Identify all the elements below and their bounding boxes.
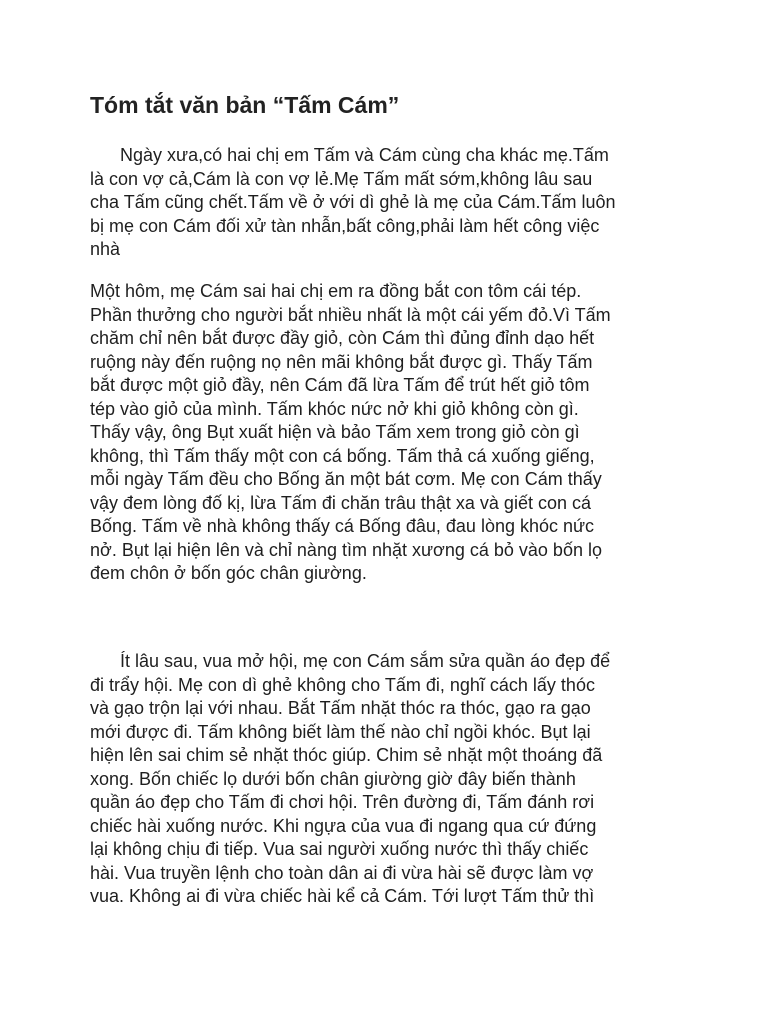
text-line: đem chôn ở bốn góc chân giường.	[90, 563, 367, 583]
paragraph-3	[90, 650, 690, 909]
text-line: nhà	[90, 239, 121, 259]
text-line: cha Tấm cũng chết.Tấm về ở với dì ghẻ là mẹ của Cám.Tấm luôn	[90, 192, 616, 212]
document-title: Tóm tắt văn bản “Tấm Cám”	[90, 92, 400, 118]
text-line: Một hôm, mẹ Cám sai hai chị em ra đồng bắt con tôm cái tép.	[90, 281, 582, 301]
text-line: quần áo đẹp cho Tấm đi chơi hội. Trên đường đi, Tấm đánh rơi	[90, 792, 595, 812]
text-line: Ít lâu sau, vua mở hội, mẹ con Cám sắm sửa quần áo đẹp để	[120, 651, 611, 671]
text-line: tép vào giỏ của mình. Tấm khóc nức nở khi giỏ không còn gì.	[90, 398, 579, 419]
text-line: bị mẹ con Cám đối xử tàn nhẫn,bất công,phải làm hết công việc	[90, 215, 600, 236]
text-line: nở. Bụt lại hiện lên và chỉ nàng tìm nhặt xương cá bỏ vào bốn lọ	[90, 539, 602, 560]
text-line: lại không chịu đi tiếp. Vua sai người xuống nước thì thấy chiếc	[90, 839, 589, 859]
text-line: hiện lên sai chim sẻ nhặt thóc giúp. Chim sẻ nhặt một thoáng đã	[90, 745, 603, 765]
text-line: đi trẩy hội. Mẹ con dì ghẻ không cho Tấm đi, nghĩ cách lấy thóc	[90, 674, 595, 695]
text-line: là con vợ cả,Cám là con vợ lẻ.Mẹ Tấm mất sớm,không lâu sau	[90, 168, 593, 189]
text-line: và gạo trộn lại với nhau. Bắt Tấm nhặt thóc ra thóc, gạo ra gạo	[90, 698, 591, 718]
text-line: hài. Vua truyền lệnh cho toàn dân ai đi vừa hài sẽ được làm vợ	[90, 862, 594, 883]
paragraph-1	[90, 144, 690, 262]
text-line: mỗi ngày Tấm đều cho Bống ăn một bát cơm. Mẹ con Cám thấy	[90, 469, 602, 489]
text-line: Ngày xưa,có hai chị em Tấm và Cám cùng cha khác mẹ.Tấm	[120, 145, 609, 165]
text-line: chăm chỉ nên bắt được đầy giỏ, còn Cám thì đủng đỉnh dạo hết	[90, 328, 595, 348]
text-line: Phần thưởng cho người bắt nhiều nhất là một cái yếm đỏ.Vì Tấm	[90, 304, 611, 325]
text-line: vua. Không ai đi vừa chiếc hài kể cả Cám. Tới lượt Tấm thử thì	[90, 886, 595, 906]
text-line: vậy đem lòng đố kị, lừa Tấm đi chăn trâu thật xa và giết con cá	[90, 492, 591, 513]
paragraph-2	[90, 280, 690, 586]
text-line: bắt được một giỏ đầy, nên Cám đã lừa Tấm để trút hết giỏ tôm	[90, 375, 590, 395]
text-line: không, thì Tấm thấy một con cá bống. Tấm thả cá xuống giếng,	[90, 445, 595, 466]
text-line: ruộng này đến ruộng nọ nên mãi không bắt được gì. Thấy Tấm	[90, 351, 593, 372]
text-line: Thấy vậy, ông Bụt xuất hiện và bảo Tấm xem trong giỏ còn gì	[90, 422, 580, 442]
text-line: Bống. Tấm về nhà không thấy cá Bống đâu, đau lòng khóc nức	[90, 516, 595, 536]
text-line: xong. Bốn chiếc lọ dưới bốn chân giường giờ đây biến thành	[90, 768, 576, 789]
text-line: mới được đi. Tấm không biết làm thế nào chỉ ngồi khóc. Bụt lại	[90, 721, 591, 742]
text-line: chiếc hài xuống nước. Khi ngựa của vua đi ngang qua cứ đứng	[90, 815, 597, 836]
